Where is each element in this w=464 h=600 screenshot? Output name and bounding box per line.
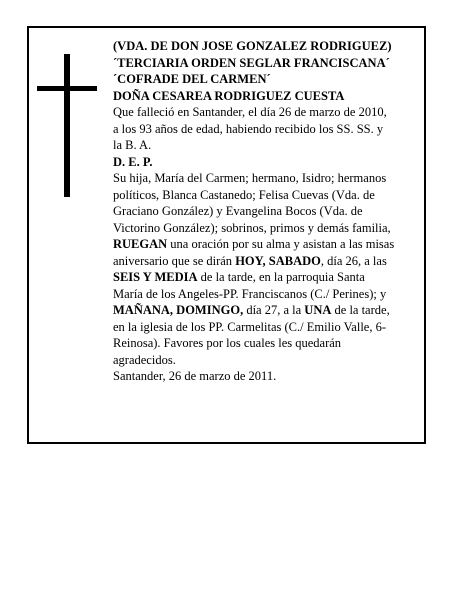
obituary-text xyxy=(113,38,421,385)
request-line-5 xyxy=(113,302,421,319)
rip-line: D. E. P. xyxy=(113,154,153,169)
ruegan-text: RUEGAN xyxy=(113,237,168,251)
request-line-3-rest: de la tarde, en la parroquia Santa xyxy=(197,270,365,284)
request-line-8: agradecidos. xyxy=(113,352,176,367)
confraternity-line: ´COFRADE DEL CARMEN´ xyxy=(113,72,271,86)
una-text: UNA xyxy=(304,303,332,317)
hoy-sabado-text: HOY, SABADO xyxy=(235,253,321,268)
request-line-2 xyxy=(113,253,421,270)
family-line-4: Victorino González); sobrinos, primos y demás familia, xyxy=(113,220,391,235)
death-line-3: la B. A. xyxy=(113,138,152,152)
cross-icon xyxy=(37,54,97,197)
death-line-1: Que falleció en Santander, el día 26 de marzo de 2010, xyxy=(113,105,387,119)
cross-vertical-bar xyxy=(64,54,70,197)
family-line-2: políticos, Blanca Castanedo; Felisa Cuevas (Vda. de xyxy=(113,187,375,202)
request-line-7: Reinosa). Favores por los cuales les quedarán xyxy=(113,336,342,350)
request-line-1 xyxy=(113,236,421,253)
request-line-5-mid: día 27, a la xyxy=(243,303,305,317)
cross-horizontal-bar xyxy=(37,86,97,91)
request-line-5-post: de la tarde, xyxy=(331,303,390,317)
manana-domingo-text: MAÑANA, DOMINGO, xyxy=(113,303,244,317)
request-line-3 xyxy=(113,269,421,286)
request-line-6: en la iglesia de los PP. Carmelitas (C./ Emilio Valle, 6- xyxy=(113,319,386,334)
request-line-1-rest: una oración por su alma y asistan a las misas xyxy=(167,237,395,251)
order-line: ´TERCIARIA ORDEN SEGLAR FRANCISCANA´ xyxy=(113,55,390,70)
family-line-1: Su hija, María del Carmen; hermano, Isidro; hermanos xyxy=(113,171,387,185)
request-line-4: María de los Angeles-PP. Franciscanos (C./ Perines); y xyxy=(113,286,387,301)
seis-y-media-text: SEIS Y MEDIA xyxy=(113,270,198,284)
closing-line: Santander, 26 de marzo de 2011. xyxy=(113,369,277,383)
death-line-2: a los 93 años de edad, habiendo recibido los SS. SS. y xyxy=(113,121,384,136)
request-line-2-post: , día 26, a las xyxy=(320,253,387,268)
family-line-3: Graciano González) y Evangelina Bocos (Vda. de xyxy=(113,204,363,218)
widow-of-line: (VDA. DE DON JOSE GONZALEZ RODRIGUEZ) xyxy=(113,39,392,53)
request-line-2-pre: aniversario que se dirán xyxy=(113,253,236,268)
deceased-name: DOÑA CESAREA RODRIGUEZ CUESTA xyxy=(113,88,345,103)
